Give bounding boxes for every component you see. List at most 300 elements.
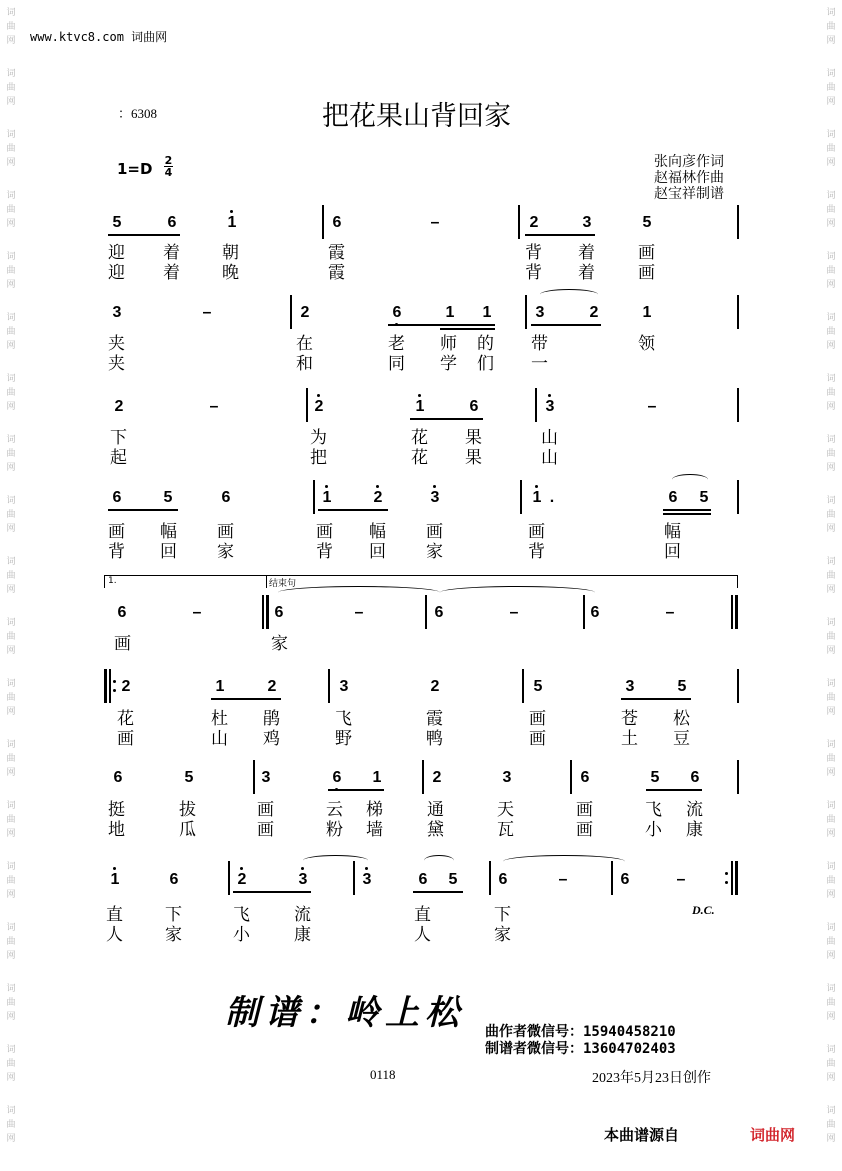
- watermark-char: 网: [6, 951, 16, 961]
- source-prefix: 本曲谱源自: [604, 1126, 680, 1144]
- watermark-char: 曲: [826, 144, 836, 154]
- lyric: 画: [638, 243, 655, 263]
- lyric: 墙: [366, 820, 383, 840]
- lyric: 拔: [179, 800, 196, 820]
- note-digit: 3: [430, 489, 440, 506]
- barline: [737, 669, 739, 703]
- dash: –: [558, 871, 568, 888]
- barline: [322, 205, 324, 239]
- lyric: 画: [114, 634, 131, 654]
- barline: [422, 760, 424, 794]
- watermark-char: 网: [6, 585, 16, 595]
- tie: [503, 855, 625, 868]
- barline: [611, 861, 613, 895]
- note-digit: 2: [237, 871, 247, 888]
- lyric: 画: [529, 709, 546, 729]
- lyric: 梯: [366, 800, 383, 820]
- note: 5: [677, 678, 687, 695]
- dash: –: [676, 871, 686, 888]
- da-capo-marking: D.C.: [692, 903, 715, 917]
- composer-wechat: 曲作者微信号：15940458210: [485, 1024, 676, 1040]
- watermark-char: 曲: [826, 449, 836, 459]
- watermark-char: 曲: [826, 937, 836, 947]
- note: 5: [533, 678, 543, 695]
- lyric: 山: [541, 428, 558, 448]
- barline: [525, 295, 527, 329]
- lyric: 黛: [427, 820, 444, 840]
- barline: [737, 295, 739, 329]
- lyric: 起: [110, 448, 127, 468]
- watermark-char: 词: [6, 862, 16, 872]
- note: 6: [469, 398, 479, 415]
- first-ending-label: 1.: [108, 576, 117, 586]
- lyric: 家: [426, 542, 443, 562]
- lyric: 瓦: [497, 820, 514, 840]
- lyric: 瓜: [179, 820, 196, 840]
- time-signature-top: 2: [164, 154, 173, 167]
- barline: [313, 480, 315, 514]
- note: [320, 489, 334, 507]
- watermark-char: 曲: [6, 632, 16, 642]
- watermark-char: 网: [6, 524, 16, 534]
- lyric: 人: [414, 925, 431, 945]
- lyric: 着: [578, 243, 595, 263]
- lyric: 画: [217, 522, 234, 542]
- dash: –: [665, 604, 675, 621]
- note: 5: [448, 871, 458, 888]
- lyric: 为: [310, 428, 327, 448]
- lyric: 家: [494, 925, 511, 945]
- lyric: 画: [316, 522, 333, 542]
- tie: [440, 586, 595, 599]
- lyric: 幅: [664, 522, 681, 542]
- note: 5: [163, 489, 173, 506]
- tie: [278, 586, 440, 599]
- watermark-char: 网: [826, 158, 836, 168]
- time-signature-bottom: 4: [164, 166, 173, 179]
- dash: –: [354, 604, 364, 621]
- barline: [570, 760, 572, 794]
- page-code: 0118: [370, 1067, 396, 1082]
- note-digit: 2: [373, 489, 383, 506]
- watermark-char: 曲: [826, 632, 836, 642]
- note-digit: 1: [415, 398, 425, 415]
- octave-dot: [433, 485, 436, 488]
- watermark-char: 曲: [6, 205, 16, 215]
- lyric: 背: [528, 542, 545, 562]
- lyric: 通: [427, 800, 444, 820]
- note: 6: [167, 214, 177, 231]
- watermark-char: 曲: [826, 327, 836, 337]
- watermark-char: 词: [826, 740, 836, 750]
- watermark-char: 曲: [826, 266, 836, 276]
- watermark-char: 曲: [826, 83, 836, 93]
- watermark-char: 网: [826, 1134, 836, 1144]
- watermark-char: 网: [826, 463, 836, 473]
- lyric: 下: [165, 905, 182, 925]
- note: 6: [668, 489, 678, 506]
- watermark-char: 词: [826, 1106, 836, 1116]
- note: 6: [690, 769, 700, 786]
- octave-dot: [376, 485, 379, 488]
- watermark-char: 网: [6, 890, 16, 900]
- lyric: 回: [369, 542, 386, 562]
- note: [360, 871, 374, 889]
- lyric: 小: [645, 820, 662, 840]
- note: 5: [184, 769, 194, 786]
- repeat-dot: [113, 689, 116, 692]
- lyric: 粉: [326, 820, 343, 840]
- barline: [228, 861, 230, 895]
- underline: [318, 509, 388, 511]
- watermark-char: 网: [6, 768, 16, 778]
- watermark-char: 网: [826, 707, 836, 717]
- watermark-char: 曲: [6, 449, 16, 459]
- note-digit: 6: [332, 769, 342, 786]
- watermark-char: 词: [6, 313, 16, 323]
- repeat-start-barline: [109, 669, 111, 703]
- watermark-char: 网: [826, 890, 836, 900]
- lyric: 师: [440, 334, 457, 354]
- octave-dot: [240, 867, 243, 870]
- watermark-char: 词: [6, 130, 16, 140]
- underline: [413, 891, 463, 893]
- watermark-char: 曲: [6, 83, 16, 93]
- barline: [737, 480, 739, 514]
- lyric: 画: [426, 522, 443, 542]
- note: 1: [215, 678, 225, 695]
- watermark-char: 曲: [826, 1120, 836, 1130]
- lyric: 流: [686, 800, 703, 820]
- watermark-char: 曲: [826, 388, 836, 398]
- lyric: 直: [106, 905, 123, 925]
- lyric: 一: [531, 354, 548, 374]
- tie: [303, 855, 368, 866]
- lyric: 流: [294, 905, 311, 925]
- lyric: 背: [525, 263, 542, 283]
- watermark-char: 词: [826, 130, 836, 140]
- note-digit: 1: [110, 871, 120, 888]
- lyric: 山: [211, 729, 228, 749]
- lyric: 背: [108, 542, 125, 562]
- watermark-char: 词: [826, 923, 836, 933]
- final-barline: [735, 595, 738, 629]
- underline: [233, 891, 311, 893]
- watermark-char: 词: [6, 679, 16, 689]
- barline: [306, 388, 308, 422]
- lyric: 飞: [335, 709, 352, 729]
- watermark-char: 曲: [6, 1120, 16, 1130]
- note: 6: [620, 871, 630, 888]
- lyric: 土: [621, 729, 638, 749]
- lyric: 直: [414, 905, 431, 925]
- note: [428, 489, 442, 507]
- lyric: 花: [117, 709, 134, 729]
- watermark-char: 网: [826, 646, 836, 656]
- right-watermark-strip: [822, 0, 840, 1171]
- barline: [266, 595, 269, 629]
- lyric: 云: [326, 800, 343, 820]
- lyric: 回: [160, 542, 177, 562]
- note: 5: [699, 489, 709, 506]
- watermark-char: 词: [6, 252, 16, 262]
- note: [312, 398, 326, 416]
- dash: –: [647, 398, 657, 415]
- watermark-char: 网: [826, 36, 836, 46]
- repeat-dot: [725, 872, 728, 875]
- watermark-char: 曲: [6, 388, 16, 398]
- note: 1: [482, 304, 492, 321]
- watermark-char: 曲: [6, 1059, 16, 1069]
- lyric: 下: [494, 905, 511, 925]
- lyric: 们: [477, 354, 494, 374]
- lyric: 老: [388, 334, 405, 354]
- lyric: 霞: [328, 263, 345, 283]
- watermark-char: 词: [826, 984, 836, 994]
- lyric: 飞: [645, 800, 662, 820]
- watermark-char: 网: [6, 707, 16, 717]
- score-number: ：6308: [118, 106, 158, 121]
- note-digit: 2: [314, 398, 324, 415]
- lyric: 霞: [426, 709, 443, 729]
- note: [390, 304, 404, 322]
- watermark-char: 曲: [826, 998, 836, 1008]
- lyric: 鸭: [426, 729, 443, 749]
- watermark-char: 词: [6, 435, 16, 445]
- lyric: 画: [117, 729, 134, 749]
- note: [235, 871, 249, 889]
- barline: [535, 388, 537, 422]
- watermark-char: 网: [826, 219, 836, 229]
- note: [225, 214, 239, 232]
- volta-bracket: [104, 575, 738, 588]
- repeat-dot: [113, 680, 116, 683]
- site-url[interactable]: www.ktvc8.com 词曲网: [30, 30, 168, 44]
- time-signature: [164, 155, 173, 178]
- watermark-char: 词: [6, 618, 16, 628]
- note-digit: 3: [362, 871, 372, 888]
- lyric: 康: [686, 820, 703, 840]
- watermark-char: 网: [826, 524, 836, 534]
- underline: [646, 789, 702, 791]
- song-title: 把花果山背回家: [322, 101, 511, 132]
- lyric: 杜: [211, 709, 228, 729]
- note: [296, 871, 310, 889]
- lyric: 同: [388, 354, 405, 374]
- lyric: 家: [271, 634, 288, 654]
- watermark-char: 词: [826, 8, 836, 18]
- watermark-char: 词: [826, 496, 836, 506]
- note: 5: [650, 769, 660, 786]
- note: 5: [112, 214, 122, 231]
- lyric: 迎: [108, 243, 125, 263]
- note: 2: [589, 304, 599, 321]
- watermark-char: 曲: [6, 693, 16, 703]
- watermark-char: 网: [826, 341, 836, 351]
- note: [413, 398, 427, 416]
- lyric: 画: [257, 800, 274, 820]
- watermark-char: 词: [826, 313, 836, 323]
- watermark-char: 曲: [6, 754, 16, 764]
- lyric: 松: [673, 709, 690, 729]
- lyric: 夹: [108, 334, 125, 354]
- note: 1: [445, 304, 455, 321]
- underline: [410, 418, 483, 420]
- left-watermark-strip: [2, 0, 20, 1171]
- barline: [353, 861, 355, 895]
- underline: [663, 513, 711, 515]
- watermark-char: 词: [826, 69, 836, 79]
- note-digit: 1: [322, 489, 332, 506]
- note: 2: [300, 304, 310, 321]
- note: 2: [114, 398, 124, 415]
- watermark-char: 网: [6, 97, 16, 107]
- note: [543, 398, 557, 416]
- lyric: 野: [335, 729, 352, 749]
- watermark-char: 网: [6, 1012, 16, 1022]
- lyric: 幅: [160, 522, 177, 542]
- watermark-char: 网: [826, 280, 836, 290]
- arranger-wechat: 制谱者微信号：13604702403: [485, 1041, 676, 1057]
- underline: [211, 698, 281, 700]
- slur: [424, 855, 454, 866]
- watermark-char: 词: [826, 252, 836, 262]
- note: 1: [642, 304, 652, 321]
- lyric: 家: [165, 925, 182, 945]
- watermark-char: 词: [826, 374, 836, 384]
- barline: [737, 388, 739, 422]
- watermark-char: 词: [6, 191, 16, 201]
- note: 3: [625, 678, 635, 695]
- watermark-char: 词: [6, 740, 16, 750]
- repeat-dot: [725, 881, 728, 884]
- watermark-char: 曲: [6, 22, 16, 32]
- watermark-char: 词: [826, 862, 836, 872]
- watermark-char: 曲: [6, 510, 16, 520]
- note: 2: [267, 678, 277, 695]
- note: 3: [339, 678, 349, 695]
- note-digit: 3: [545, 398, 555, 415]
- dash: –: [202, 304, 212, 321]
- lyric: 着: [578, 263, 595, 283]
- note: 6: [169, 871, 179, 888]
- watermark-char: 曲: [6, 144, 16, 154]
- dash: –: [509, 604, 519, 621]
- note: 6: [498, 871, 508, 888]
- lyric: 苍: [621, 709, 638, 729]
- watermark-char: 曲: [826, 754, 836, 764]
- lyric: 背: [316, 542, 333, 562]
- lyric: 花: [411, 428, 428, 448]
- note: 6: [113, 769, 123, 786]
- watermark-char: 网: [826, 585, 836, 595]
- octave-dot: [230, 210, 233, 213]
- lyricist-credit: 张向彦作词: [654, 154, 724, 170]
- note: 2: [432, 769, 442, 786]
- lyric: 画: [108, 522, 125, 542]
- watermark-char: 网: [826, 768, 836, 778]
- note: 6: [112, 489, 122, 506]
- watermark-char: 网: [6, 158, 16, 168]
- watermark-char: 网: [826, 402, 836, 412]
- watermark-char: 词: [826, 191, 836, 201]
- note: 3: [535, 304, 545, 321]
- lyric: 画: [576, 800, 593, 820]
- note: [330, 769, 344, 787]
- repeat-end-barline: [735, 861, 738, 895]
- octave-dot: [365, 867, 368, 870]
- watermark-char: 词: [826, 435, 836, 445]
- watermark-char: 曲: [826, 571, 836, 581]
- watermark-char: 曲: [6, 327, 16, 337]
- ending-label: 结束句: [269, 579, 297, 589]
- watermark-char: 词: [826, 618, 836, 628]
- lyric: 画: [528, 522, 545, 542]
- underline: [663, 509, 711, 511]
- watermark-char: 词: [6, 1045, 16, 1055]
- barline: [522, 669, 524, 703]
- octave-dot: [535, 485, 538, 488]
- watermark-char: 词: [826, 1045, 836, 1055]
- lyric: 把: [310, 448, 327, 468]
- note: [371, 489, 385, 507]
- lyric: 地: [108, 820, 125, 840]
- lyric: 果: [465, 428, 482, 448]
- watermark-char: 曲: [826, 1059, 836, 1069]
- note: 3: [502, 769, 512, 786]
- watermark-char: 曲: [6, 266, 16, 276]
- note: 3: [112, 304, 122, 321]
- watermark-char: 词: [826, 557, 836, 567]
- augmentation-dot: .: [549, 489, 555, 506]
- octave-dot: [113, 867, 116, 870]
- barline: [583, 595, 585, 629]
- note: 6: [221, 489, 231, 506]
- barline: [518, 205, 520, 239]
- watermark-char: 词: [6, 1106, 16, 1116]
- watermark-char: 网: [6, 1134, 16, 1144]
- lyric: 果: [465, 448, 482, 468]
- lyric: 康: [294, 925, 311, 945]
- note: 6: [434, 604, 444, 621]
- octave-dot: [325, 485, 328, 488]
- note-digit: 6: [392, 304, 402, 321]
- watermark-char: 网: [6, 219, 16, 229]
- lyric: 晚: [222, 263, 239, 283]
- notation-credit: 赵宝祥制谱: [654, 186, 724, 202]
- barline: [737, 205, 739, 239]
- underline: [440, 328, 495, 330]
- lyric: 天: [497, 800, 514, 820]
- watermark-char: 曲: [6, 998, 16, 1008]
- repeat-end-barline: [731, 861, 733, 895]
- final-barline: [731, 595, 733, 629]
- lyric: 回: [664, 542, 681, 562]
- lyric: 画: [576, 820, 593, 840]
- watermark-char: 词: [6, 801, 16, 811]
- watermark-char: 网: [6, 280, 16, 290]
- barline: [520, 480, 522, 514]
- octave-dot: [317, 394, 320, 397]
- watermark-char: 网: [6, 36, 16, 46]
- note: 3: [582, 214, 592, 231]
- source-site-link[interactable]: 词曲网: [750, 1126, 796, 1144]
- lyric: 霞: [328, 243, 345, 263]
- dash: –: [209, 398, 219, 415]
- lyric: 着: [163, 243, 180, 263]
- note: 6: [117, 604, 127, 621]
- lyric: 背: [525, 243, 542, 263]
